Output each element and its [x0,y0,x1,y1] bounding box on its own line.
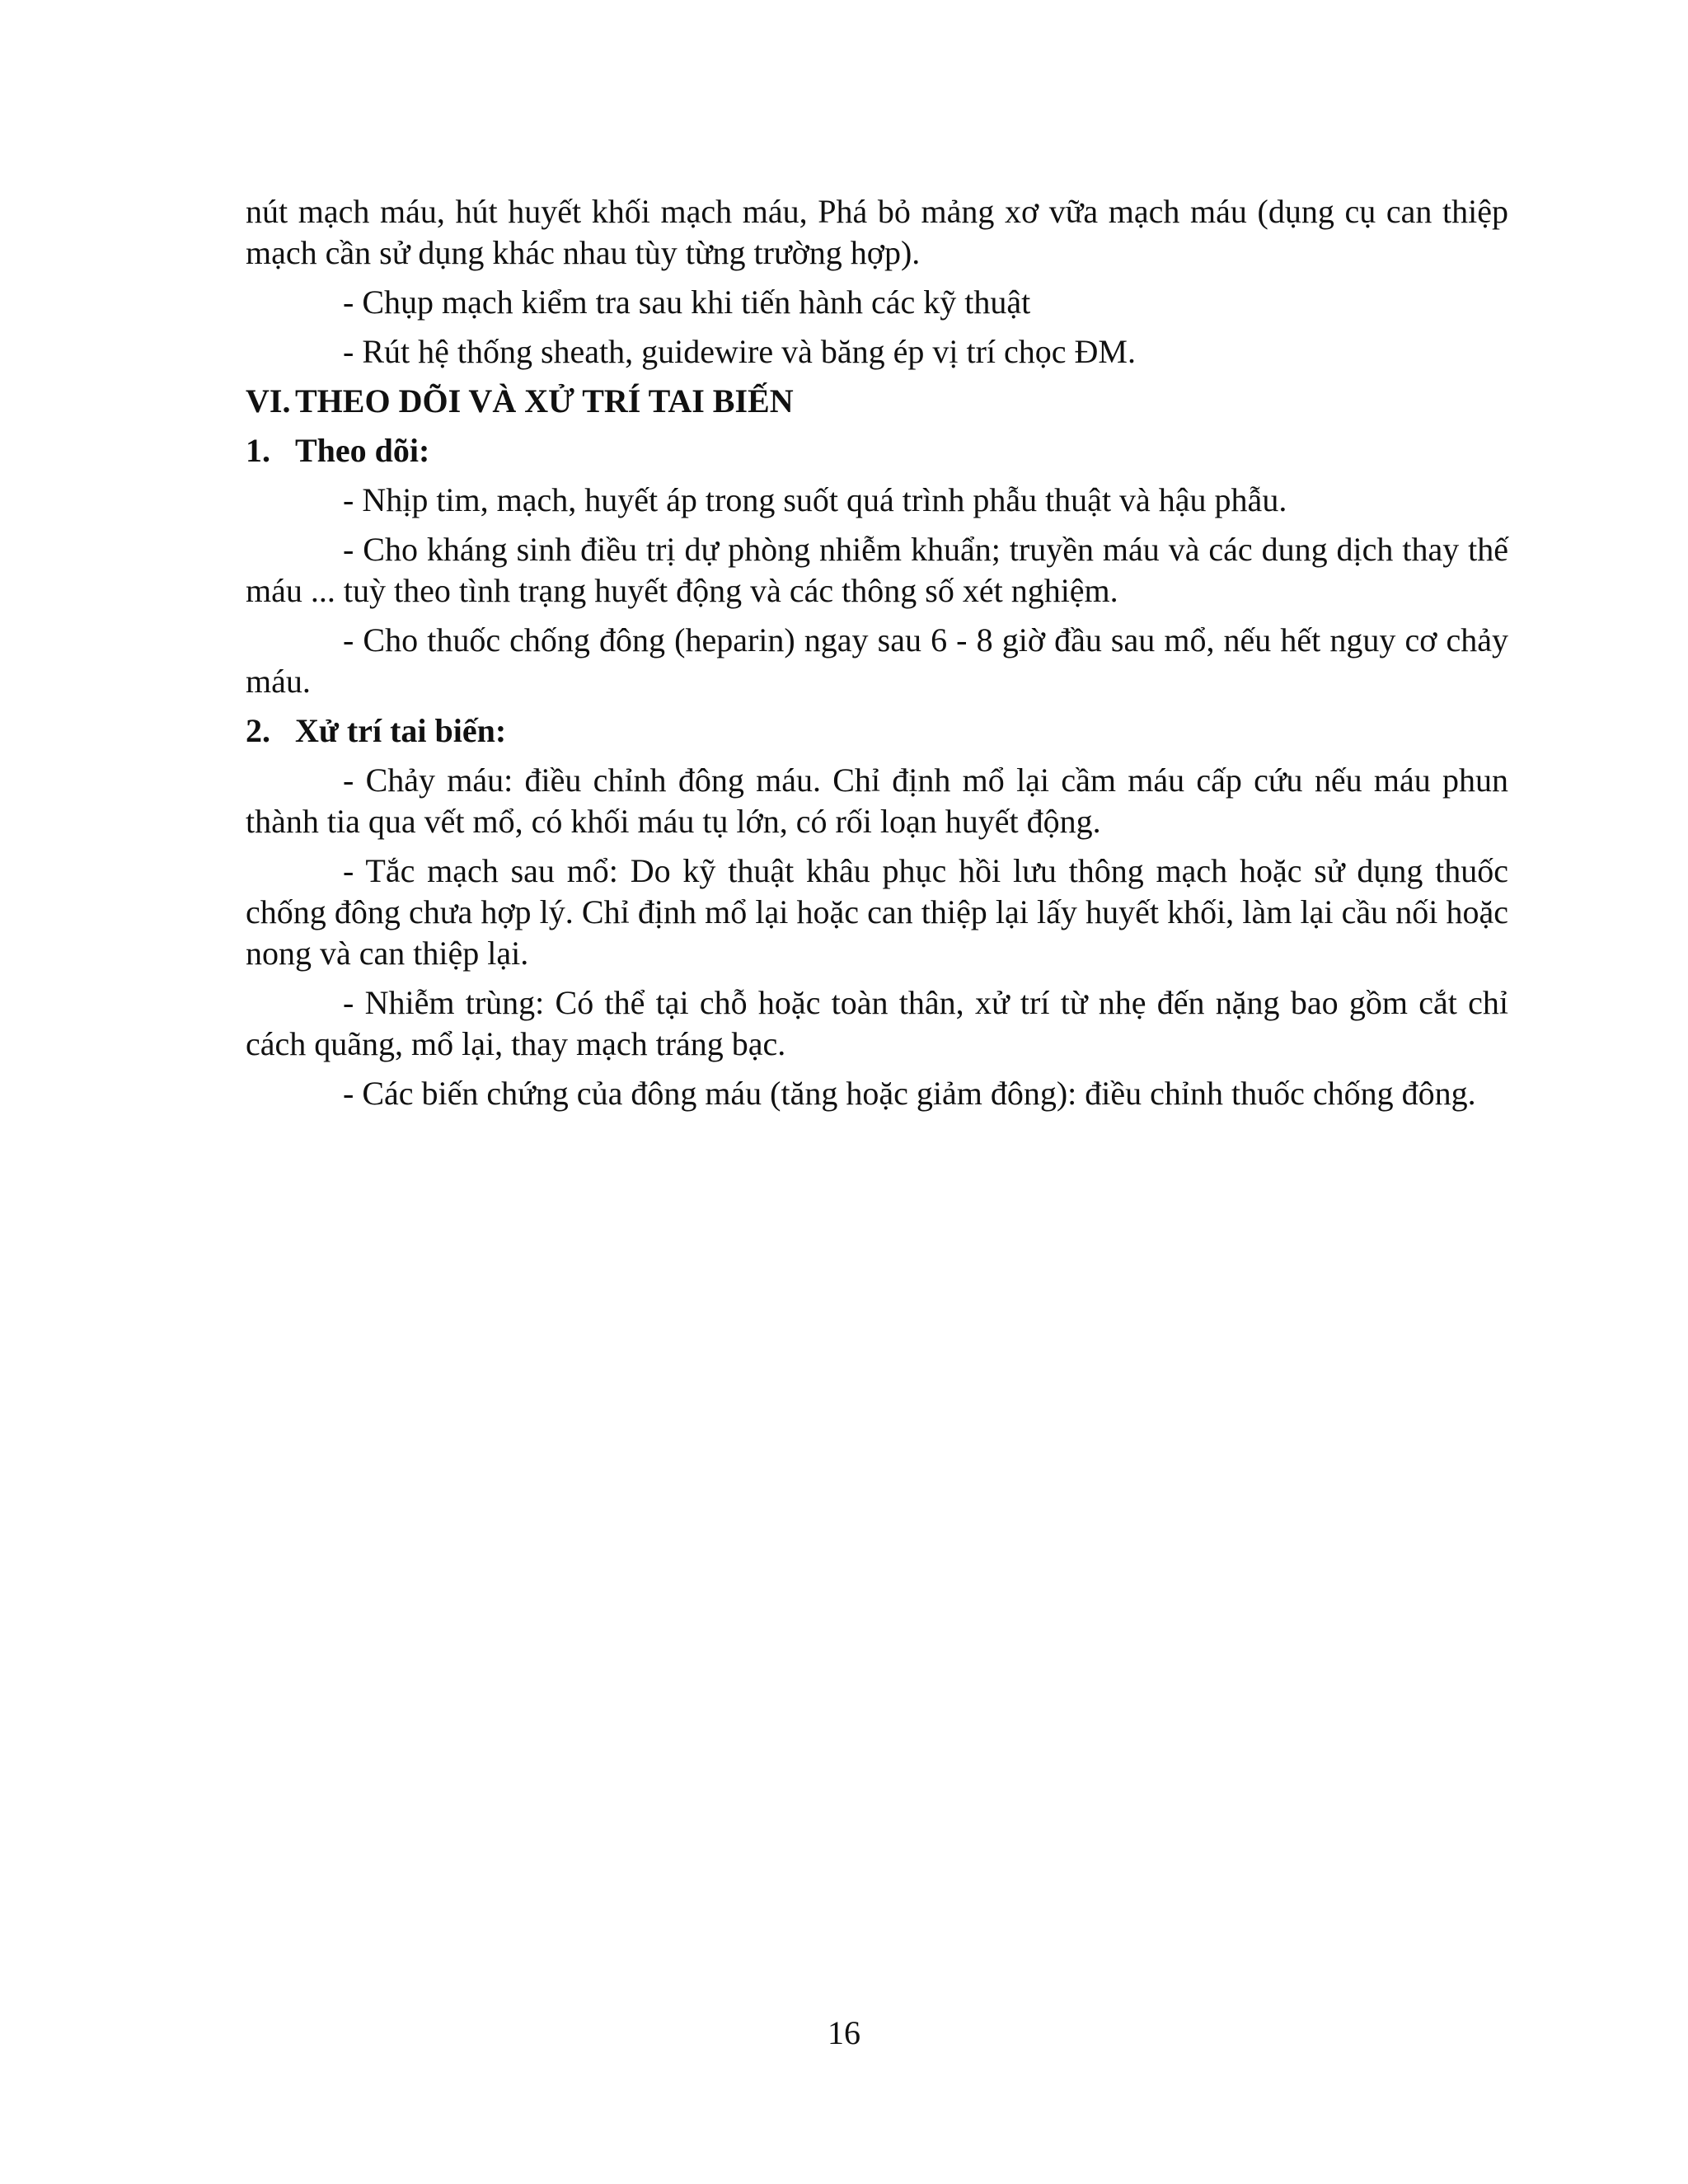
subsection-title: Xử trí tai biến: [295,712,507,749]
section-number: VI. [246,382,291,419]
complication-item-infection: - Nhiễm trùng: Có thể tại chỗ hoặc toàn thân, xử trí từ nhẹ đến nặng bao gồm cắt chỉ cách quãng, mổ lại, thay mạch tráng bạc. [246,984,1508,1062]
monitoring-item-anticoagulant: - Cho thuốc chống đông (heparin) ngay sau 6 - 8 giờ đầu sau mổ, nếu hết nguy cơ chảy máu. [246,621,1508,700]
complication-item-bleeding: - Chảy máu: điều chỉnh đông máu. Chỉ định mổ lại cầm máu cấp cứu nếu máu phun thành tia qua vết mổ, có khối máu tụ lớn, có rối loạn huyết động. [246,762,1508,840]
subsection-number: 2. [246,712,270,749]
continuation-paragraph: nút mạch máu, hút huyết khối mạch máu, Phá bỏ mảng xơ vữa mạch máu (dụng cụ can thiệp mạch cần sử dụng khác nhau tùy từng trường hợp). [246,193,1508,271]
step-remove-sheath: - Rút hệ thống sheath, guidewire và băng ép vị trí chọc ĐM. [343,333,1136,370]
document-page [246,191,1508,1114]
subsection-heading-2 [246,710,1508,752]
step-angiography: - Chụp mạch kiểm tra sau khi tiến hành các kỹ thuật [343,284,1031,321]
monitoring-item-vitals: - Nhịp tim, mạch, huyết áp trong suốt quá trình phẫu thuật và hậu phẫu. [343,481,1287,518]
page-number: 16 [828,2014,860,2051]
complication-item-coagulation: - Các biến chứng của đông máu (tăng hoặc giảm đông): điều chỉnh thuốc chống đông. [343,1075,1476,1112]
section-heading-vi [246,381,1508,422]
complication-item-occlusion: - Tắc mạch sau mổ: Do kỹ thuật khâu phục hồi lưu thông mạch hoặc sử dụng thuốc chống đông chưa hợp lý. Chỉ định mổ lại hoặc can thiệp lại lấy huyết khối, làm lại cầu nối hoặc nong và can thiệp lại. [246,852,1508,972]
subsection-heading-1 [246,430,1508,471]
section-title: THEO DÕI VÀ XỬ TRÍ TAI BIẾN [295,382,794,419]
monitoring-item-antibiotics: - Cho kháng sinh điều trị dự phòng nhiễm khuẩn; truyền máu và các dung dịch thay thế máu ... tuỳ theo tình trạng huyết động và các thông số xét nghiệm. [246,531,1508,609]
subsection-title: Theo dõi: [295,432,430,469]
subsection-number: 1. [246,432,270,469]
